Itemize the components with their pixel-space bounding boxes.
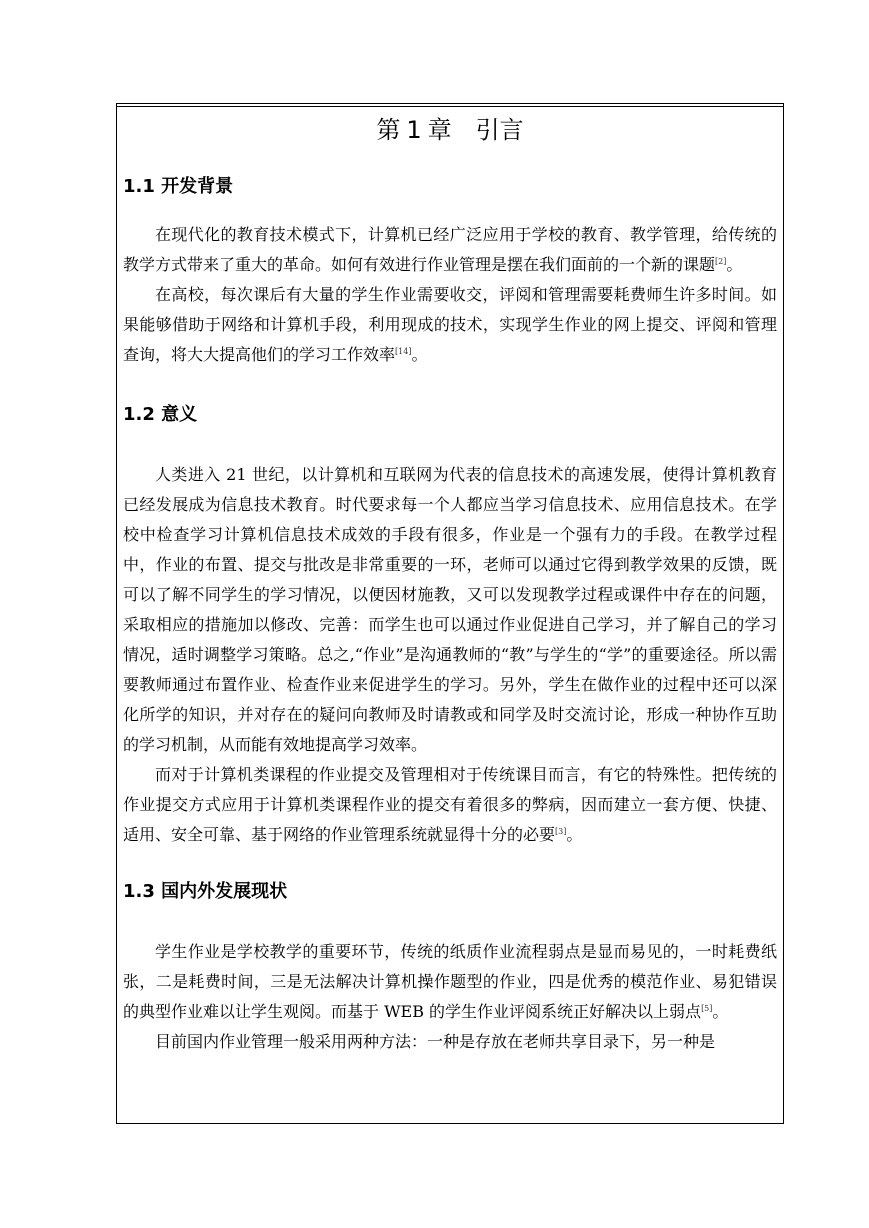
paragraph-text: 在高校，每次课后有大量的学生作业需要收交，评阅和管理需要耗费师生许多时间。如果能够借助于网络和计算机手段，利用现成的技术，实现学生作业的网上提交、评阅和管理查询，将大大提高他们的学习工作效率 [123, 285, 777, 364]
paragraph-text: 在现代化的教育技术模式下，计算机已经广泛应用于学校的教育、教学管理，给传统的教学方式带来了重大的革命。如何有效进行作业管理是摆在我们面前的一个新的课题 [123, 225, 777, 274]
section-body-1-3 [123, 937, 777, 1057]
citation-ref: [3] [555, 827, 567, 836]
paragraph-text: 目前国内作业管理一般采用两种方法：一种是存放在老师共享目录下，另一种是 [155, 1032, 716, 1051]
chapter-number: 1 [406, 116, 422, 144]
chapter-suffix: 章 [427, 116, 452, 144]
paragraph-text: 学生作业是学校教学的重要环节，传统的纸质作业流程弱点是显而易见的，一时耗费纸张，二是耗费时间，三是无法解决计算机操作题型的作业，四是优秀的模范作业、易犯错误的典型作业难以让学生观阅。而基于 WEB 的学生作业评阅系统正好解决以上弱点 [123, 942, 777, 1021]
section-body-1-1 [123, 220, 777, 370]
paragraph-end: 。 [712, 1002, 729, 1021]
citation-ref: [5] [701, 1004, 713, 1013]
paragraph-text: 而对于计算机类课程的作业提交及管理相对于传统课目而言，有它的特殊性。把传统的作业提交方式应用于计算机类课程作业的提交有着很多的弊病，因而建立一套方便、快捷、适用、安全可靠、基于网络的作业管理系统就显得十分的必要 [123, 765, 777, 844]
paragraph [123, 280, 777, 370]
chapter-prefix: 第 [376, 116, 401, 144]
paragraph-end: 。 [411, 345, 428, 364]
citation-ref: [2] [715, 257, 727, 266]
paragraph [123, 760, 777, 850]
document-body [123, 110, 777, 1057]
section-body-1-2 [123, 460, 777, 850]
paragraph [123, 460, 777, 760]
paragraph [123, 1027, 777, 1057]
paragraph [123, 937, 777, 1027]
paragraph [123, 220, 777, 280]
chapter-name: 引言 [475, 116, 524, 144]
chapter-title [123, 110, 777, 150]
section-heading-1-2: 1.2 意义 [123, 404, 198, 425]
section-heading-1-1: 1.1 开发背景 [123, 176, 234, 197]
paragraph-text: 人类进入 21 世纪，以计算机和互联网为代表的信息技术的高速发展，使得计算机教育已经发展成为信息技术教育。时代要求每一个人都应当学习信息技术、应用信息技术。在学校中检查学习计算机信息技术成效的手段有很多，作业是一个强有力的手段。在教学过程中，作业的布置、提交与批改是非常重要的一环，老师可以通过它得到教学效果的反馈，既可以了解不同学生的学习情况，以便因材施教，又可以发现教学过程或课件中存在的问题，采取相应的措施加以修改、完善：而学生也可以通过作业促进自己学习，并了解自己的学习情况，适时调整学习策略。总之,“作业”是沟通教师的“教”与学生的“学”的重要途径。所以需要教师通过布置作业、检查作业来促进学生的学习。另外，学生在做作业的过程中还可以深化所学的知识，并对存在的疑问向教师及时请教或和同学及时交流讨论，形成一种协作互助的学习机制，从而能有效地提高学习效率。 [123, 465, 777, 754]
paragraph-end: 。 [726, 255, 743, 274]
section-heading-1-3: 1.3 国内外发展现状 [123, 881, 288, 902]
paragraph-end: 。 [566, 825, 583, 844]
citation-ref: [14] [395, 347, 412, 356]
